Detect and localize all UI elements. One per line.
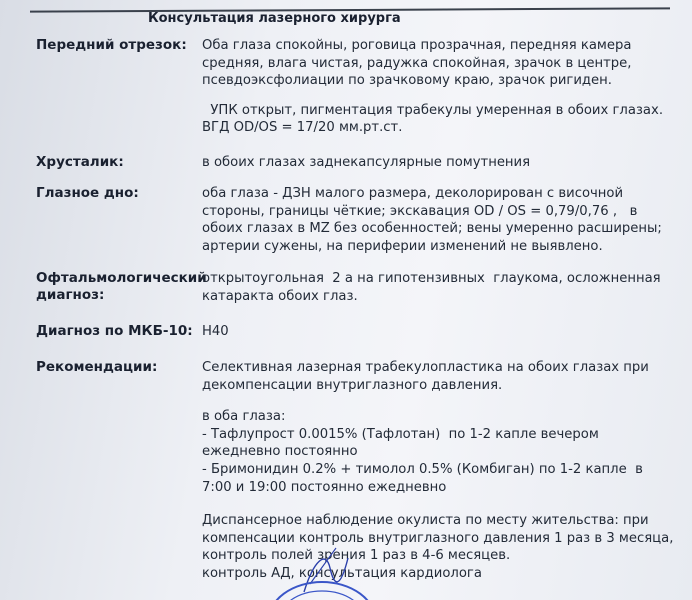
recommendation-line: 7:00 и 19:00 постоянно ежедневно bbox=[202, 479, 447, 495]
stamp-icon bbox=[262, 578, 382, 600]
diagnosis-label-line: диагноз: bbox=[36, 287, 105, 303]
recommendation-line: декомпенсации внутриглазного давления. bbox=[202, 377, 503, 393]
lens-content bbox=[202, 154, 672, 172]
anterior-line: средняя, влага чистая, радужка спокойная, зрачок в центре, bbox=[202, 55, 632, 71]
recommendation-line: в оба глаза: bbox=[202, 409, 286, 425]
anterior-line: ВГД OD/OS = 17/20 мм.рт.ст. bbox=[202, 120, 403, 136]
recommendation-line: Селективная лазерная трабекулопластика на обоих глазах при bbox=[202, 360, 649, 375]
recommendation-line: - Тафлупрост 0.0015% (Тафлотан) по 1-2 капле вечером bbox=[202, 426, 599, 442]
anterior-line: УПК открыт, пигментация трабекулы умеренная в обоих глазах. bbox=[202, 102, 664, 118]
icd-label: Диагноз по МКБ-10: bbox=[36, 323, 193, 339]
recommendation-line: контроль полей зрения 1 раз в 4-6 месяцев. bbox=[202, 548, 511, 564]
anterior-line: Оба глаза спокойны, роговица прозрачная, передняя камера bbox=[202, 38, 632, 53]
fundus-line: артерии сужены, на периферии изменений не выявлено. bbox=[202, 238, 603, 254]
recommendations-content bbox=[202, 359, 672, 583]
fundus-line: обоих глазах в MZ без особенностей; вены умеренно расширены; bbox=[202, 221, 662, 237]
fundus-line: стороны, границы чёткие; экскавация OD / OS = 0,79/0,76 , в bbox=[202, 203, 638, 219]
document-title: Консультация лазерного хирурга bbox=[148, 11, 401, 26]
diagnosis-line: открытоугольная 2 а на гипотензивных глаукома, осложненная bbox=[202, 271, 661, 286]
diagnosis-line: катаракта обоих глаз. bbox=[202, 288, 358, 304]
anterior-line: псевдоэксфолиации по зрачковому краю, зрачок ригиден. bbox=[202, 73, 612, 89]
recommendations-label: Рекомендации: bbox=[36, 359, 158, 375]
recommendation-line: Диспансерное наблюдение окулиста по месту жительства: при bbox=[202, 513, 649, 529]
recommendation-line: компенсации контроль внутриглазного давления 1 раз в 3 месяца, bbox=[202, 530, 674, 546]
fundus-content bbox=[202, 185, 672, 255]
recommendation-line: ежедневно постоянно bbox=[202, 444, 358, 460]
diagnosis-content bbox=[202, 270, 672, 305]
icd-content bbox=[202, 323, 672, 341]
diagnosis-label-line: Офтальмологический bbox=[36, 270, 207, 286]
anterior-content bbox=[202, 37, 672, 137]
anterior-label: Передний отрезок: bbox=[36, 37, 187, 53]
fundus-line: оба глаза - ДЗН малого размера, деколорирован с височной bbox=[202, 186, 624, 201]
icd-code: H40 bbox=[202, 324, 229, 339]
lens-line: в обоих глазах заднекапсулярные помутнения bbox=[202, 155, 531, 170]
fundus-label: Глазное дно: bbox=[36, 185, 139, 201]
recommendation-line: контроль АД, консультация кардиолога bbox=[202, 565, 482, 581]
recommendation-line: - Бримонидин 0.2% + тимолол 0.5% (Комбиган) по 1-2 капле в bbox=[202, 461, 643, 477]
diagnosis-label bbox=[36, 270, 207, 304]
lens-label: Хрусталик: bbox=[36, 154, 124, 170]
